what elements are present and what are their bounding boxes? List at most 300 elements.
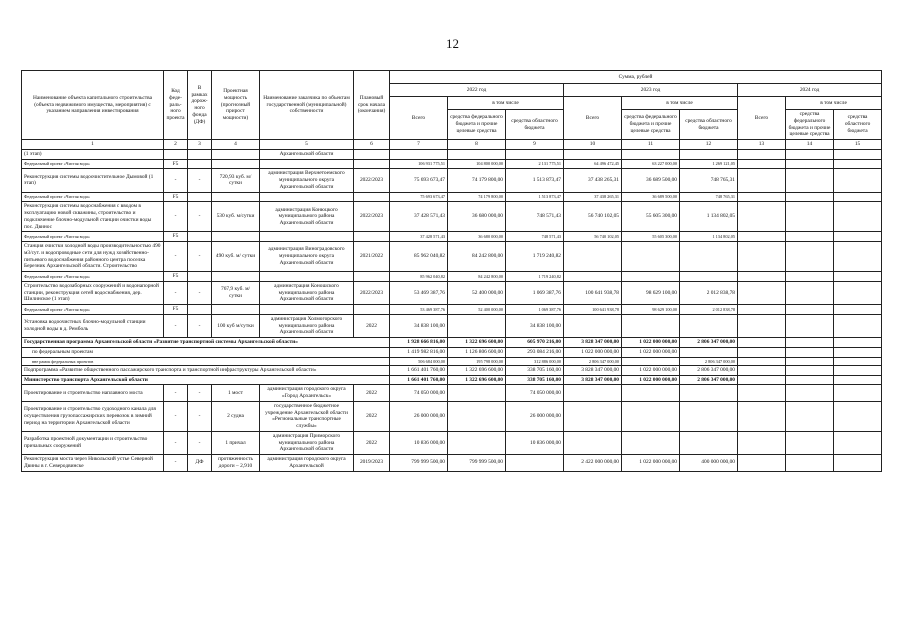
regional-2022: 748 571,43 xyxy=(506,202,564,232)
regional-2022: 2 131 775,51 xyxy=(506,159,564,169)
row-capacity: протяженность дороги – 2,910 xyxy=(212,455,260,472)
row-road-fund: - xyxy=(188,242,212,272)
column-number: 8 xyxy=(448,140,506,150)
row-code: - xyxy=(164,455,188,472)
total-2022: 1 661 401 760,00 xyxy=(390,365,448,375)
federal-2024 xyxy=(786,347,834,357)
row-capacity: 530 куб. м/сутки xyxy=(212,202,260,232)
row-code: F5 xyxy=(164,305,188,315)
total-2023 xyxy=(564,242,622,272)
total-2024 xyxy=(738,314,786,337)
row-name: Федеральный проект «Чистая вода» xyxy=(22,305,164,315)
column-number: 12 xyxy=(680,140,738,150)
total-2022: 53 469 387,76 xyxy=(390,305,448,315)
federal-2023 xyxy=(622,401,680,431)
regional-2024 xyxy=(834,385,882,402)
total-2023 xyxy=(564,401,622,431)
regional-2023 xyxy=(680,314,738,337)
federal-2022: 36 680 000,00 xyxy=(448,202,506,232)
total-2022: 75 693 673,47 xyxy=(390,169,448,192)
row-name: вне рамок федеральных проектов xyxy=(22,357,390,365)
table-row xyxy=(22,242,882,272)
row-code: F5 xyxy=(164,159,188,169)
federal-2024 xyxy=(786,357,834,365)
row-code: F5 xyxy=(164,192,188,202)
total-2022: 1 661 401 760,00 xyxy=(390,375,448,385)
regional-2023 xyxy=(680,242,738,272)
row-owner: Архангельской области xyxy=(260,149,354,159)
row-owner: администрация Верхнетоемского муниципального округа Архангельской области xyxy=(260,169,354,192)
row-owner: администрация городского округа Архангельской xyxy=(260,455,354,472)
row-code: - xyxy=(164,202,188,232)
row-period xyxy=(354,149,390,159)
regional-2024 xyxy=(834,375,882,385)
row-road-fund: ДФ xyxy=(188,455,212,472)
row-period xyxy=(354,159,390,169)
federal-2023 xyxy=(622,385,680,402)
row-road-fund xyxy=(188,192,212,202)
regional-2023: 2 806 347 000,00 xyxy=(680,338,738,348)
total-2024 xyxy=(738,357,786,365)
row-period: 2022 xyxy=(354,314,390,337)
total-2024 xyxy=(738,375,786,385)
header-road-fund: В рамках дорож-ного фонда (ДФ) xyxy=(188,71,212,140)
regional-2024 xyxy=(834,242,882,272)
row-code: F5 xyxy=(164,272,188,282)
table-row xyxy=(22,401,882,431)
column-number: 10 xyxy=(564,140,622,150)
header-name: Наименование объекта капитального строительства (объекта недвижимого имущества, мероприятия) с указанием направления инвестирования xyxy=(22,71,164,140)
regional-2023: 2 806 347 000,00 xyxy=(680,375,738,385)
regional-2023: 400 000 000,00 xyxy=(680,455,738,472)
total-2022: 10 836 000,00 xyxy=(390,431,448,454)
regional-2023: 748 765,31 xyxy=(680,192,738,202)
regional-2022: 338 705 160,00 xyxy=(506,365,564,375)
row-name: Установка водоочистных блочно-модульной станции холодной воды в д. Ремболь xyxy=(22,314,164,337)
row-name: Строительство водозаборных сооружений и водонапорной станции, реконструкция сетей водоснабжения, дер. Шилинское (1 этап) xyxy=(22,281,164,304)
regional-2022 xyxy=(506,149,564,159)
regional-2023: 2 012 838,78 xyxy=(680,305,738,315)
row-road-fund: - xyxy=(188,431,212,454)
federal-2022: 74 179 800,00 xyxy=(448,192,506,202)
federal-2024 xyxy=(786,338,834,348)
federal-2022: 84 242 800,00 xyxy=(448,242,506,272)
regional-2024 xyxy=(834,169,882,192)
regional-2022 xyxy=(506,455,564,472)
regional-2023 xyxy=(680,347,738,357)
header-regional: средства областного бюджета xyxy=(834,110,882,140)
row-code: - xyxy=(164,431,188,454)
total-2023: 37 438 265,31 xyxy=(564,169,622,192)
header-code: Код феде-раль-ного проекта xyxy=(164,71,188,140)
table-row xyxy=(22,357,882,365)
federal-2024 xyxy=(786,375,834,385)
row-road-fund: - xyxy=(188,314,212,337)
row-period xyxy=(354,305,390,315)
row-name: Разработка проектной документации и строительство причальных сооружений xyxy=(22,431,164,454)
federal-2023 xyxy=(622,314,680,337)
federal-2024 xyxy=(786,401,834,431)
federal-2023: 1 022 000 000,00 xyxy=(622,365,680,375)
header-total: Всего xyxy=(738,97,786,140)
row-road-fund: - xyxy=(188,401,212,431)
table-row xyxy=(22,305,882,315)
table-row xyxy=(22,281,882,304)
header-total: Всего xyxy=(564,97,622,140)
row-owner xyxy=(260,305,354,315)
federal-2023: 1 022 000 000,00 xyxy=(622,338,680,348)
row-code: - xyxy=(164,242,188,272)
header-incl: в том числе xyxy=(622,97,738,110)
total-2023: 64 496 472,45 xyxy=(564,159,622,169)
total-2024 xyxy=(738,272,786,282)
header-federal: средства федерального бюджета и прочие целевые средства xyxy=(448,110,506,140)
federal-2023 xyxy=(622,431,680,454)
total-2022: 85 962 040,82 xyxy=(390,242,448,272)
total-2024 xyxy=(738,305,786,315)
row-capacity: 720,93 куб. м/сутки xyxy=(212,169,260,192)
total-2023 xyxy=(564,431,622,454)
table-row xyxy=(22,272,882,282)
federal-2023 xyxy=(622,357,680,365)
total-2023: 3 828 347 000,00 xyxy=(564,338,622,348)
table-row xyxy=(22,431,882,454)
column-number: 5 xyxy=(260,140,354,150)
table-row xyxy=(22,159,882,169)
table-row xyxy=(22,338,882,348)
row-capacity: 1 причал xyxy=(212,431,260,454)
federal-2022: 1 126 806 600,00 xyxy=(448,347,506,357)
header-period: Плановый срок начала (окончания) xyxy=(354,71,390,140)
federal-2023: 98 629 100,00 xyxy=(622,281,680,304)
column-number: 15 xyxy=(834,140,882,150)
row-name: Станция очистки холодной воды производительностью 490 м3/сут. и водопроводные сети для нужд хозяйственно-питьевого водоснабжения районного центра поселка Березник Архангельской области. Строительство xyxy=(22,242,164,272)
total-2022: 106 931 775,51 xyxy=(390,159,448,169)
federal-2024 xyxy=(786,159,834,169)
federal-2022: 36 680 000,00 xyxy=(448,232,506,242)
row-name: (1 этап) xyxy=(22,149,164,159)
row-period: 2021/2022 xyxy=(354,242,390,272)
row-road-fund xyxy=(188,149,212,159)
row-road-fund xyxy=(188,272,212,282)
federal-2023: 98 629 100,00 xyxy=(622,305,680,315)
total-2024 xyxy=(738,149,786,159)
row-name: Федеральный проект «Чистая вода» xyxy=(22,232,164,242)
row-owner: государственное бюджетное учреждение Архангельской области «Региональные транспортные службы» xyxy=(260,401,354,431)
federal-2024 xyxy=(786,281,834,304)
row-period xyxy=(354,272,390,282)
regional-2024 xyxy=(834,232,882,242)
row-name: Реконструкция системы водоочистительное Дымовой (1 этап) xyxy=(22,169,164,192)
total-2024 xyxy=(738,281,786,304)
row-code xyxy=(164,149,188,159)
total-2022: 37 428 571,43 xyxy=(390,202,448,232)
total-2023: 37 438 265,31 xyxy=(564,192,622,202)
total-2024 xyxy=(738,401,786,431)
header-federal: средства федерального бюджета и прочие целевые средства xyxy=(622,110,680,140)
row-owner xyxy=(260,192,354,202)
row-period: 2019/2023 xyxy=(354,455,390,472)
header-year-2022: 2022 год xyxy=(390,84,564,97)
row-period xyxy=(354,232,390,242)
total-2023 xyxy=(564,385,622,402)
federal-2024 xyxy=(786,192,834,202)
regional-2024 xyxy=(834,272,882,282)
regional-2023: 1 134 802,05 xyxy=(680,232,738,242)
row-name: Реконструкция моста через Никольский устье Северной Двины в г. Северодвинске xyxy=(22,455,164,472)
regional-2022: 1 719 240,82 xyxy=(506,272,564,282)
regional-2023: 2 806 347 000,00 xyxy=(680,365,738,375)
regional-2024 xyxy=(834,431,882,454)
federal-2022: 1 322 696 600,00 xyxy=(448,365,506,375)
row-road-fund: - xyxy=(188,202,212,232)
regional-2022: 74 050 000,00 xyxy=(506,385,564,402)
federal-2024 xyxy=(786,314,834,337)
column-number: 13 xyxy=(738,140,786,150)
federal-2023: 1 022 000 000,00 xyxy=(622,375,680,385)
federal-2022 xyxy=(448,431,506,454)
row-capacity: 767,9 куб. м/ сутки xyxy=(212,281,260,304)
regional-2023: 1 134 802,05 xyxy=(680,202,738,232)
federal-2024 xyxy=(786,455,834,472)
row-road-fund: - xyxy=(188,281,212,304)
table-row xyxy=(22,232,882,242)
row-capacity: 1 мост xyxy=(212,385,260,402)
total-2024 xyxy=(738,169,786,192)
federal-2022 xyxy=(448,149,506,159)
row-code: - xyxy=(164,314,188,337)
row-period: 2022/2023 xyxy=(354,169,390,192)
header-year-2024: 2024 год xyxy=(738,84,882,97)
federal-2022: 52 400 000,00 xyxy=(448,305,506,315)
row-capacity xyxy=(212,232,260,242)
regional-2023 xyxy=(680,431,738,454)
regional-2022: 10 836 000,00 xyxy=(506,431,564,454)
regional-2022: 1 513 873,47 xyxy=(506,169,564,192)
row-capacity: 2 судна xyxy=(212,401,260,431)
header-federal: средства федерального бюджета и прочие целевые средства xyxy=(786,110,834,140)
column-number: 14 xyxy=(786,140,834,150)
row-name: Реконструкция системы водоснабжения с вводом в эксплуатацию новой скважины, строительство и подключение блочно-модульной станции очистки воды пос. Двинос xyxy=(22,202,164,232)
federal-2023 xyxy=(622,242,680,272)
table-row xyxy=(22,347,882,357)
regional-2024 xyxy=(834,305,882,315)
row-period: 2022 xyxy=(354,401,390,431)
regional-2024 xyxy=(834,357,882,365)
column-number: 3 xyxy=(188,140,212,150)
federal-2023: 55 605 300,00 xyxy=(622,232,680,242)
regional-2023: 2 806 347 000,00 xyxy=(680,357,738,365)
regional-2022: 293 084 216,00 xyxy=(506,347,564,357)
row-code: - xyxy=(164,401,188,431)
total-2022 xyxy=(390,149,448,159)
total-2024 xyxy=(738,338,786,348)
row-capacity: 490 куб. м/ сутки xyxy=(212,242,260,272)
federal-2022: 1 322 696 600,00 xyxy=(448,375,506,385)
federal-2024 xyxy=(786,242,834,272)
total-2023: 100 641 938,78 xyxy=(564,281,622,304)
regional-2022: 748 571,43 xyxy=(506,232,564,242)
table-row xyxy=(22,314,882,337)
row-name: Проектирование и строительство судоходного канала для осуществления грузопассажирских перевозок в зимний период на территории Архангельской области xyxy=(22,401,164,431)
total-2022: 799 999 500,00 xyxy=(390,455,448,472)
regional-2024 xyxy=(834,365,882,375)
total-2022: 1 419 982 816,00 xyxy=(390,347,448,357)
table-row xyxy=(22,385,882,402)
regional-2024 xyxy=(834,159,882,169)
row-period: 2022/2023 xyxy=(354,202,390,232)
total-2024 xyxy=(738,232,786,242)
total-2024 xyxy=(738,431,786,454)
total-2024 xyxy=(738,347,786,357)
regional-2024 xyxy=(834,455,882,472)
row-road-fund xyxy=(188,232,212,242)
header-capacity: Проектная мощность (прогнозный прирост мощности) xyxy=(212,71,260,140)
row-capacity xyxy=(212,272,260,282)
regional-2023 xyxy=(680,272,738,282)
row-period: 2022/2023 xyxy=(354,281,390,304)
federal-2023: 1 022 000 000,00 xyxy=(622,455,680,472)
table-row xyxy=(22,149,882,159)
total-2024 xyxy=(738,159,786,169)
regional-2024 xyxy=(834,281,882,304)
row-road-fund xyxy=(188,159,212,169)
row-code: - xyxy=(164,169,188,192)
total-2022: 37 428 571,43 xyxy=(390,232,448,242)
total-2023: 3 828 347 000,00 xyxy=(564,375,622,385)
total-2023 xyxy=(564,149,622,159)
regional-2024 xyxy=(834,347,882,357)
page-number: 12 xyxy=(446,36,459,51)
table-row xyxy=(22,202,882,232)
header-regional: средства областного бюджета xyxy=(680,110,738,140)
row-owner: администрация Конюцкого муниципального района Архангельской области xyxy=(260,202,354,232)
total-2023: 1 022 000 000,00 xyxy=(564,347,622,357)
total-2024 xyxy=(738,385,786,402)
header-sum: Сумма, рублей xyxy=(390,71,882,84)
row-name: Подпрограмма «Развитие общественного пассажирского транспорта и транспортной инфраструктуры Архангельской области» xyxy=(22,365,390,375)
row-owner: администрация Виноградовского муниципального округа Архангельской области xyxy=(260,242,354,272)
regional-2022: 1 513 873,47 xyxy=(506,192,564,202)
federal-2024 xyxy=(786,149,834,159)
total-2022: 53 469 387,76 xyxy=(390,281,448,304)
row-code: - xyxy=(164,385,188,402)
federal-2022: 84 242 800,00 xyxy=(448,272,506,282)
regional-2023 xyxy=(680,149,738,159)
total-2022: 26 000 000,00 xyxy=(390,401,448,431)
row-name: Государственная программа Архангельской области «Развитие транспортной системы Архангельской области» xyxy=(22,338,390,348)
table-row xyxy=(22,375,882,385)
table-row xyxy=(22,192,882,202)
federal-2024 xyxy=(786,169,834,192)
total-2022: 506 684 000,00 xyxy=(390,357,448,365)
federal-2024 xyxy=(786,431,834,454)
row-capacity xyxy=(212,192,260,202)
column-number: 1 xyxy=(22,140,164,150)
row-owner: администрация городского округа «Город Архангельск» xyxy=(260,385,354,402)
row-name: Проектирование и строительство наплавного моста xyxy=(22,385,164,402)
row-owner xyxy=(260,159,354,169)
row-capacity xyxy=(212,305,260,315)
federal-2023 xyxy=(622,149,680,159)
table-row xyxy=(22,365,882,375)
row-road-fund xyxy=(188,305,212,315)
total-2023 xyxy=(564,314,622,337)
total-2022: 75 693 673,47 xyxy=(390,192,448,202)
federal-2024 xyxy=(786,385,834,402)
regional-2023 xyxy=(680,385,738,402)
total-2022: 34 838 100,00 xyxy=(390,314,448,337)
row-name: Федеральный проект «Чистая вода» xyxy=(22,159,164,169)
column-number: 7 xyxy=(390,140,448,150)
total-2023: 56 740 102,05 xyxy=(564,202,622,232)
total-2023: 2 422 000 000,00 xyxy=(564,455,622,472)
row-owner xyxy=(260,232,354,242)
table-row xyxy=(22,455,882,472)
investment-table xyxy=(21,70,882,472)
federal-2023 xyxy=(622,272,680,282)
federal-2022: 799 999 500,00 xyxy=(448,455,506,472)
federal-2022: 74 179 800,00 xyxy=(448,169,506,192)
federal-2024 xyxy=(786,365,834,375)
regional-2024 xyxy=(834,149,882,159)
regional-2023: 1 269 121,05 xyxy=(680,159,738,169)
regional-2022: 312 886 000,00 xyxy=(506,357,564,365)
regional-2024 xyxy=(834,314,882,337)
total-2024 xyxy=(738,192,786,202)
row-name: Федеральный проект «Чистая вода» xyxy=(22,272,164,282)
header-incl: в том числе xyxy=(448,97,564,110)
total-2022: 1 928 666 816,00 xyxy=(390,338,448,348)
total-2023: 2 806 347 000,00 xyxy=(564,357,622,365)
row-code: F5 xyxy=(164,232,188,242)
regional-2023: 748 765,31 xyxy=(680,169,738,192)
regional-2022: 34 838 100,00 xyxy=(506,314,564,337)
federal-2023: 63 227 000,00 xyxy=(622,159,680,169)
row-period xyxy=(354,192,390,202)
regional-2023: 2 012 838,78 xyxy=(680,281,738,304)
header-incl: в том числе xyxy=(786,97,882,110)
total-2024 xyxy=(738,455,786,472)
row-period: 2022 xyxy=(354,431,390,454)
federal-2024 xyxy=(786,202,834,232)
total-2023: 56 740 102,05 xyxy=(564,232,622,242)
total-2023: 3 828 347 000,00 xyxy=(564,365,622,375)
row-name: Федеральный проект «Чистая вода» xyxy=(22,192,164,202)
row-capacity xyxy=(212,159,260,169)
row-road-fund: - xyxy=(188,385,212,402)
federal-2022: 1 322 696 600,00 xyxy=(448,338,506,348)
total-2024 xyxy=(738,365,786,375)
regional-2022: 1 069 387,76 xyxy=(506,305,564,315)
column-number: 2 xyxy=(164,140,188,150)
federal-2022: 104 800 000,00 xyxy=(448,159,506,169)
regional-2024 xyxy=(834,338,882,348)
column-number: 11 xyxy=(622,140,680,150)
regional-2022: 26 000 000,00 xyxy=(506,401,564,431)
total-2022: 74 050 000,00 xyxy=(390,385,448,402)
column-number: 4 xyxy=(212,140,260,150)
header-year-2023: 2023 год xyxy=(564,84,738,97)
federal-2023: 36 689 500,00 xyxy=(622,192,680,202)
regional-2022: 1 719 240,82 xyxy=(506,242,564,272)
header-total: Всего xyxy=(390,97,448,140)
regional-2022: 338 705 160,00 xyxy=(506,375,564,385)
row-capacity: 100 куб м/сутки xyxy=(212,314,260,337)
federal-2023: 1 022 000 000,00 xyxy=(622,347,680,357)
regional-2023 xyxy=(680,401,738,431)
federal-2024 xyxy=(786,232,834,242)
